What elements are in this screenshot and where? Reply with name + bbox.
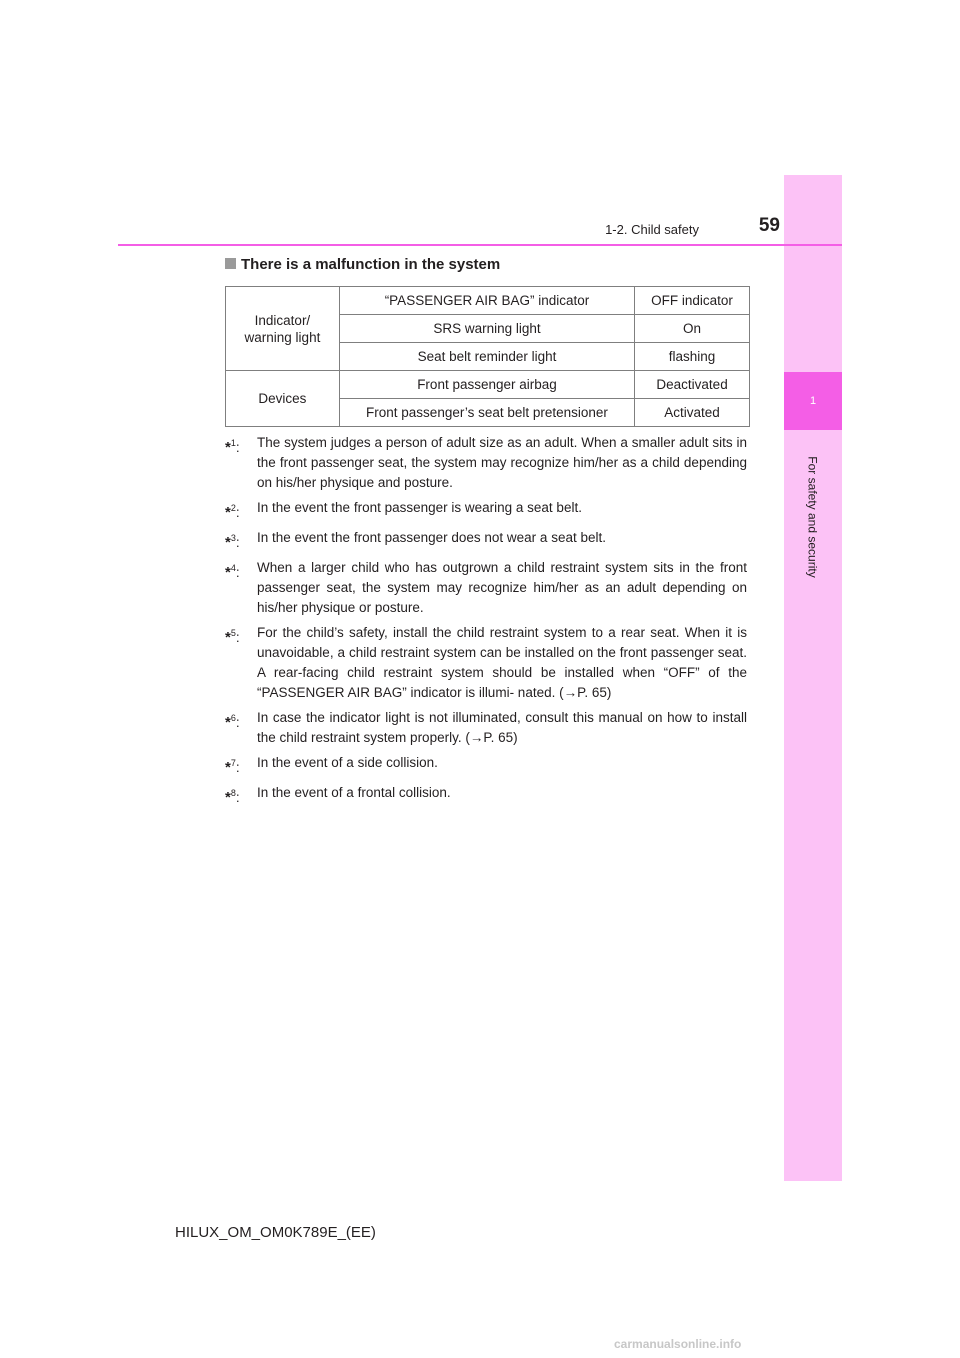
footnote-marker: *$^8$:	[225, 788, 240, 806]
footnote-marker: *$^1$:	[225, 438, 240, 456]
header-divider	[118, 244, 842, 246]
table-cell-item: SRS warning light	[339, 315, 634, 343]
footnote-text: In case the indicator light is not illuminated, consult this manual on how to install the child restraint system properly. (→P. 65)	[257, 710, 747, 745]
chapter-title: For safety and security	[806, 456, 821, 578]
section-label: 1-2. Child safety	[605, 222, 699, 237]
footnote	[225, 558, 747, 618]
chapter-title-container	[784, 437, 842, 597]
footnote	[225, 753, 747, 778]
table-cell-state: OFF indicator	[635, 287, 750, 315]
footnote-marker: *$^6$:	[225, 713, 240, 731]
footnotes	[225, 433, 747, 813]
table-cell-item: Front passenger airbag	[339, 371, 634, 399]
table-cell-item: Seat belt reminder light	[339, 343, 634, 371]
chapter-number: 1	[784, 372, 842, 430]
section-heading	[225, 256, 500, 273]
footnote-text: When a larger child who has outgrown a child restraint system sits in the front passenger seat, the system may recognize him/her as an adult depending on his/her physique or posture.	[257, 560, 747, 615]
table-row	[226, 371, 750, 399]
footnote-text: In the event the front passenger is wearing a seat belt.	[257, 500, 582, 515]
table-cell-state: flashing	[635, 343, 750, 371]
watermark: carmanualsonline.info	[614, 1337, 742, 1351]
square-bullet-icon	[225, 258, 236, 269]
footnote-text: The system judges a person of adult size as an adult. When a smaller adult sits in the front passenger seat, the system may recognize him/her as a child depending on his/her physique and posture.	[257, 435, 747, 490]
footnote-marker: *$^7$:	[225, 758, 240, 776]
table-row	[226, 287, 750, 315]
table-cell-state: Deactivated	[635, 371, 750, 399]
table-cell-state: On	[635, 315, 750, 343]
footnote-text: For the child’s safety, install the child restraint system to a rear seat. When it is unavoidable, a child restraint system can be installed on the front passenger seat. A rear-facing child restraint system should be installed when “OFF” of the “PASSENGER AIR BAG” indicator is illumi- nated. (→P. 65)	[257, 625, 747, 700]
footnote-text: In the event the front passenger does not wear a seat belt.	[257, 530, 606, 545]
footnote-marker: *$^4$:	[225, 563, 240, 581]
section-heading-text: There is a malfunction in the system	[241, 256, 501, 273]
footnote	[225, 433, 747, 493]
malfunction-status-table	[225, 286, 750, 427]
table-cell-state: Activated	[635, 399, 750, 427]
table-cell-item: “PASSENGER AIR BAG” indicator	[339, 287, 634, 315]
manual-code-footer: HILUX_OM_OM0K789E_(EE)	[175, 1224, 376, 1241]
group-label-devices: Devices	[226, 371, 340, 427]
table-cell-item: Front passenger’s seat belt pretensioner	[339, 399, 634, 427]
footnote	[225, 623, 747, 703]
footnote-marker: *$^2$:	[225, 503, 240, 521]
page-number: 59	[758, 215, 780, 236]
footnote	[225, 498, 747, 523]
footnote-marker: *$^3$:	[225, 533, 240, 551]
footnote-text: In the event of a side collision.	[257, 755, 438, 770]
footnote-marker: *$^5$:	[225, 628, 240, 646]
footnote	[225, 528, 747, 553]
group-label-indicator: Indicator/ warning light	[226, 287, 340, 371]
footnote	[225, 783, 747, 808]
footnote-text: In the event of a frontal collision.	[257, 785, 451, 800]
chapter-side-tab	[784, 175, 842, 1181]
footnote	[225, 708, 747, 748]
